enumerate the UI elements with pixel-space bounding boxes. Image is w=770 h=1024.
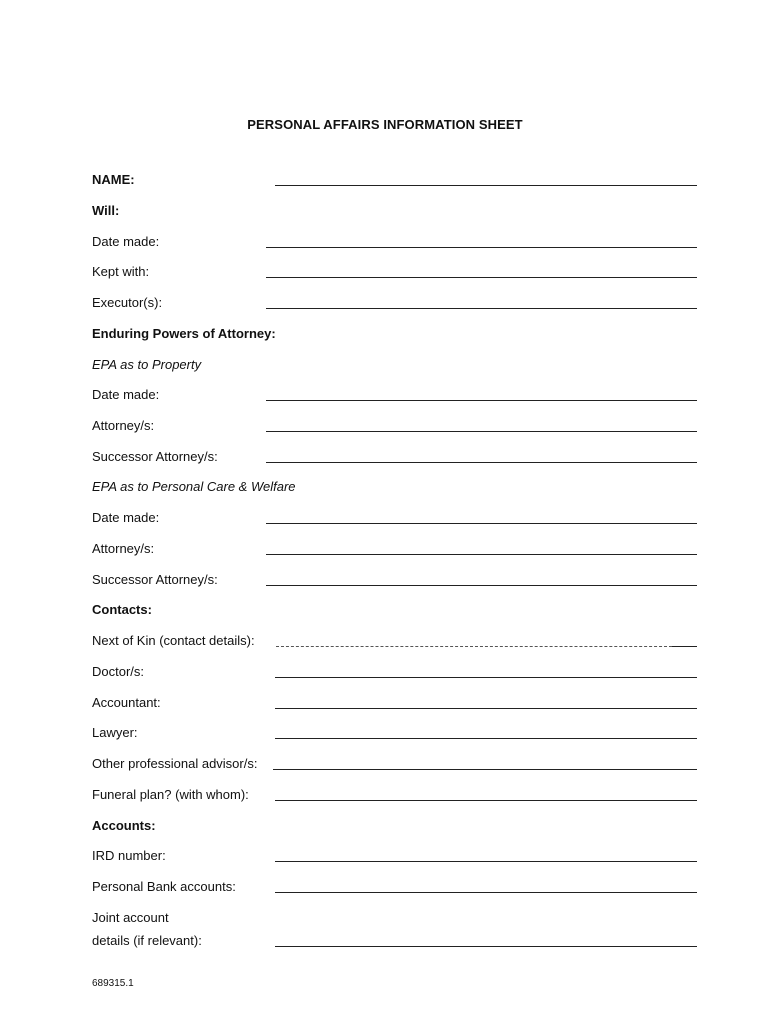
will-date-made-label: Date made: bbox=[92, 234, 160, 249]
personal-bank-accounts-label: Personal Bank accounts: bbox=[92, 879, 236, 894]
epa-property-attorneys-label: Attorney/s: bbox=[92, 418, 155, 433]
other-advisors-line[interactable] bbox=[273, 769, 697, 770]
funeral-plan-label: Funeral plan? (with whom): bbox=[92, 787, 249, 802]
epa-welfare-date-made-label: Date made: bbox=[92, 510, 160, 525]
document-code: 689315.1 bbox=[92, 978, 134, 989]
lawyer-label: Lawyer: bbox=[92, 725, 138, 740]
will-executors-label: Executor(s): bbox=[92, 295, 163, 310]
name-field-line[interactable] bbox=[275, 185, 697, 186]
doctors-label: Doctor/s: bbox=[92, 664, 145, 679]
next-of-kin-dashed-line[interactable] bbox=[276, 646, 672, 647]
epa-property-attorneys-line[interactable] bbox=[266, 431, 697, 432]
will-kept-with-label: Kept with: bbox=[92, 264, 150, 279]
joint-account-label-line2: details (if relevant): bbox=[92, 933, 202, 948]
name-label: NAME: bbox=[92, 172, 135, 187]
accountant-line[interactable] bbox=[275, 708, 697, 709]
personal-bank-accounts-line[interactable] bbox=[275, 892, 697, 893]
lawyer-line[interactable] bbox=[275, 738, 697, 739]
epa-welfare-attorneys-line[interactable] bbox=[266, 554, 697, 555]
ird-number-line[interactable] bbox=[275, 861, 697, 862]
document-title: PERSONAL AFFAIRS INFORMATION SHEET bbox=[247, 117, 523, 132]
will-executors-line[interactable] bbox=[266, 308, 697, 309]
epa-heading: Enduring Powers of Attorney: bbox=[92, 326, 276, 341]
doctors-line[interactable] bbox=[275, 677, 697, 678]
epa-property-heading: EPA as to Property bbox=[92, 357, 202, 372]
next-of-kin-label: Next of Kin (contact details): bbox=[92, 633, 255, 648]
epa-property-date-made-label: Date made: bbox=[92, 387, 160, 402]
epa-welfare-heading: EPA as to Personal Care & Welfare bbox=[92, 479, 296, 494]
contacts-heading: Contacts: bbox=[92, 602, 152, 617]
epa-property-successor-label: Successor Attorney/s: bbox=[92, 449, 218, 464]
epa-property-date-made-line[interactable] bbox=[266, 400, 697, 401]
joint-account-line[interactable] bbox=[275, 946, 697, 947]
will-kept-with-line[interactable] bbox=[266, 277, 697, 278]
epa-property-successor-line[interactable] bbox=[266, 462, 697, 463]
epa-welfare-successor-line[interactable] bbox=[266, 585, 697, 586]
epa-welfare-successor-label: Successor Attorney/s: bbox=[92, 572, 218, 587]
will-heading: Will: bbox=[92, 203, 120, 218]
next-of-kin-line-end bbox=[672, 646, 697, 647]
other-advisors-label: Other professional advisor/s: bbox=[92, 756, 258, 771]
epa-welfare-attorneys-label: Attorney/s: bbox=[92, 541, 155, 556]
will-date-made-line[interactable] bbox=[266, 247, 697, 248]
joint-account-label-line1: Joint account bbox=[92, 910, 169, 925]
accounts-heading: Accounts: bbox=[92, 818, 156, 833]
accountant-label: Accountant: bbox=[92, 695, 161, 710]
ird-number-label: IRD number: bbox=[92, 848, 166, 863]
epa-welfare-date-made-line[interactable] bbox=[266, 523, 697, 524]
funeral-plan-line[interactable] bbox=[275, 800, 697, 801]
